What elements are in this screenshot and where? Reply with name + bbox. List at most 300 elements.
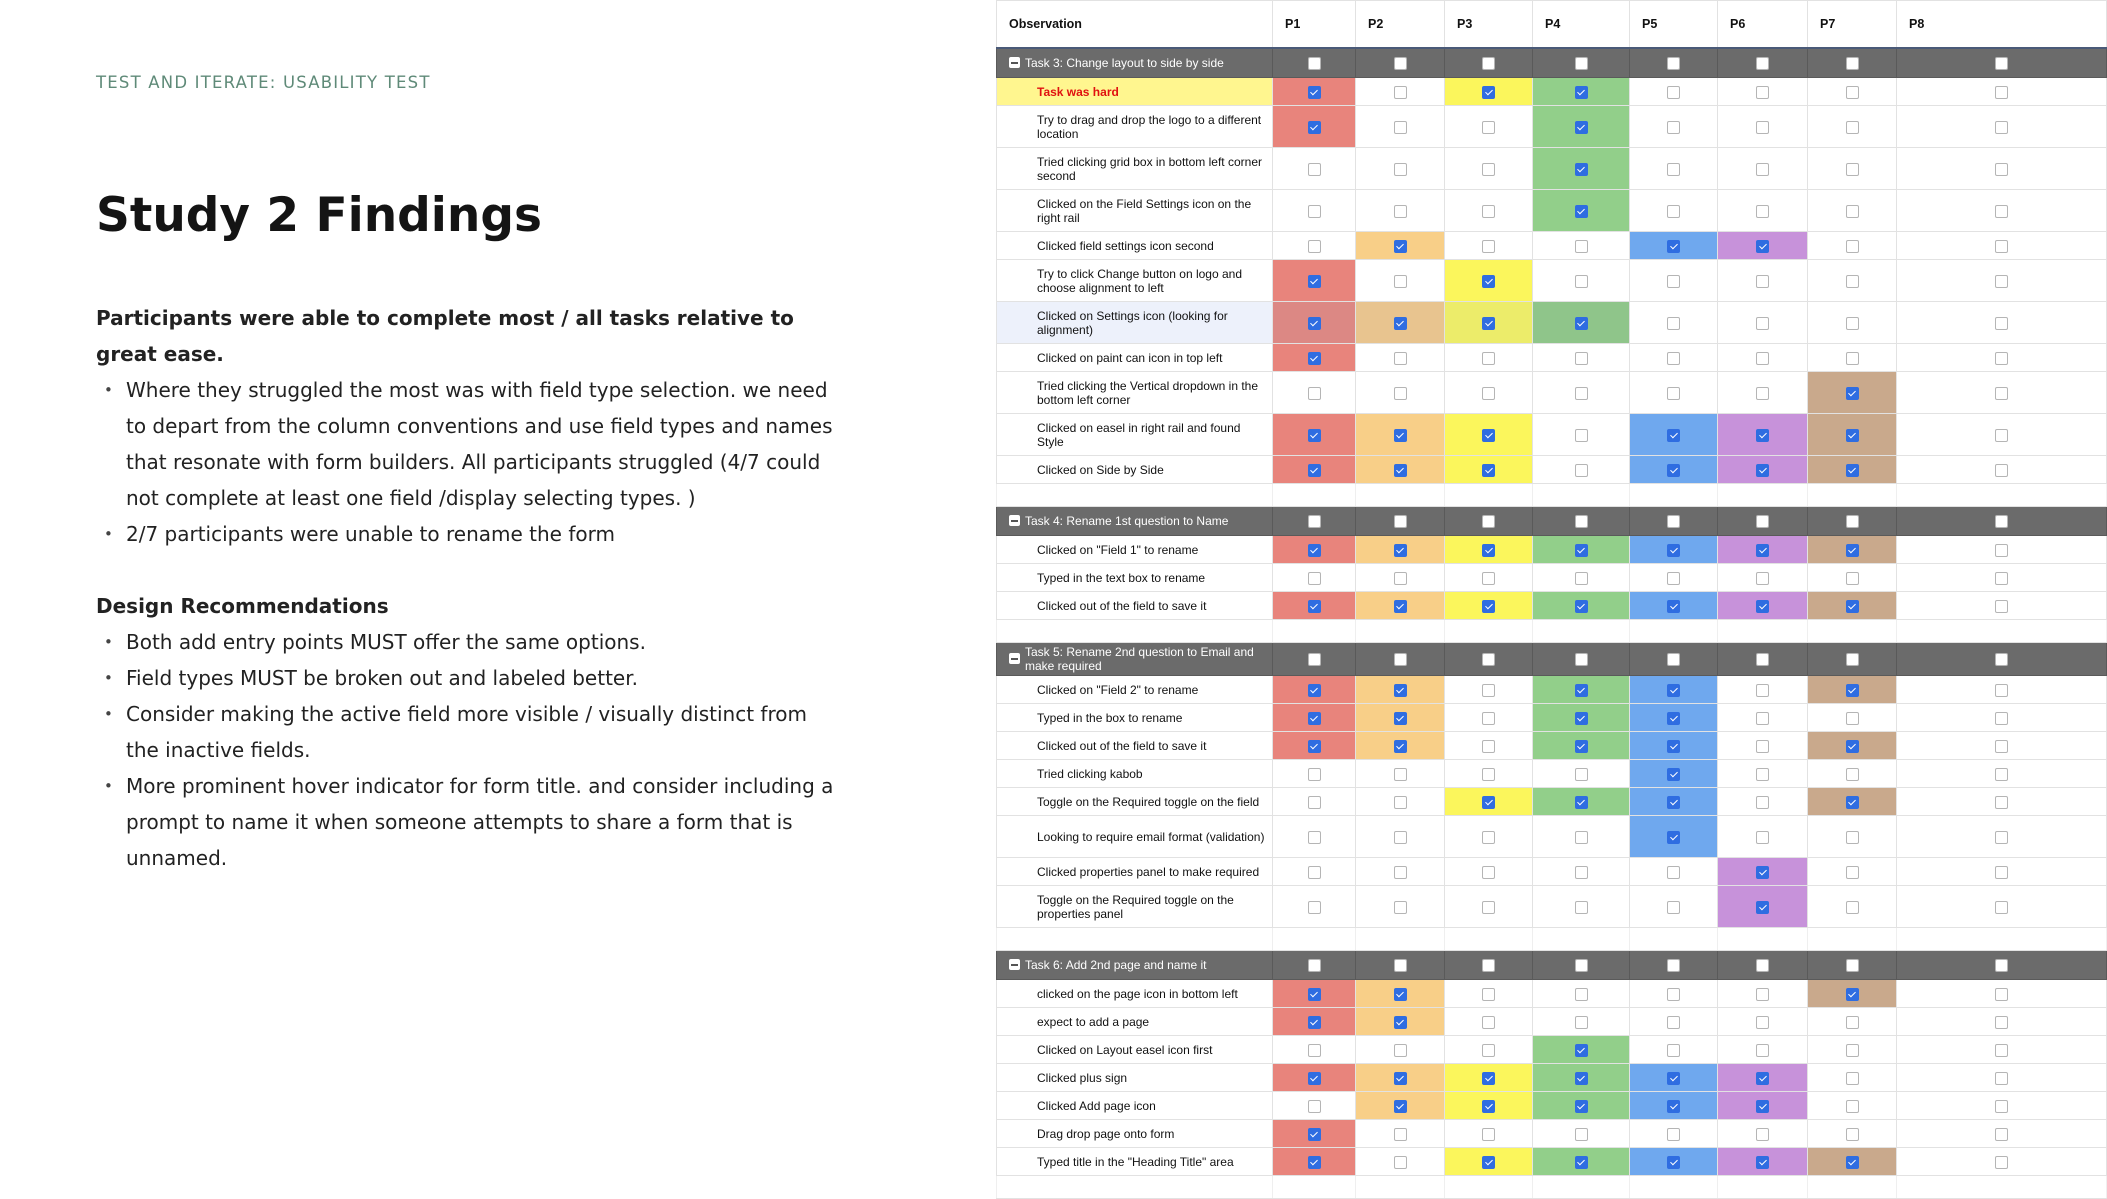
participant-cell-p7[interactable]	[1808, 1008, 1897, 1036]
participant-cell-p1[interactable]	[1273, 1148, 1356, 1176]
participant-cell-p2[interactable]	[1356, 78, 1445, 106]
participant-cell-p6[interactable]	[1718, 886, 1808, 928]
checkbox[interactable]	[1995, 1128, 2008, 1141]
checkbox-checked[interactable]	[1667, 796, 1680, 809]
participant-cell-p3[interactable]	[1445, 106, 1533, 148]
checkbox[interactable]	[1575, 572, 1588, 585]
checkbox[interactable]	[1482, 768, 1495, 781]
checkbox[interactable]	[1394, 515, 1407, 528]
checkbox[interactable]	[1667, 121, 1680, 134]
observation-text[interactable]: Typed in the box to rename	[997, 704, 1273, 732]
checkbox-checked[interactable]	[1308, 684, 1321, 697]
checkbox-checked[interactable]	[1575, 163, 1588, 176]
checkbox[interactable]	[1995, 429, 2008, 442]
participant-cell-p7[interactable]	[1808, 886, 1897, 928]
empty-cell[interactable]	[1273, 484, 1356, 507]
checkbox[interactable]	[1394, 866, 1407, 879]
checkbox-checked[interactable]	[1308, 464, 1321, 477]
task-participant-cell[interactable]	[1808, 643, 1897, 676]
participant-cell-p8[interactable]	[1897, 372, 2107, 414]
checkbox-checked[interactable]	[1575, 1100, 1588, 1113]
checkbox[interactable]	[1756, 572, 1769, 585]
checkbox-checked[interactable]	[1575, 740, 1588, 753]
task-participant-cell[interactable]	[1630, 507, 1718, 536]
task-participant-cell[interactable]	[1897, 48, 2107, 78]
observation-text[interactable]: Tried clicking kabob	[997, 760, 1273, 788]
participant-cell-p5[interactable]	[1630, 760, 1718, 788]
observation-row[interactable]	[997, 760, 2107, 788]
checkbox[interactable]	[1846, 572, 1859, 585]
participant-cell-p3[interactable]	[1445, 1148, 1533, 1176]
observation-text[interactable]: expect to add a page	[997, 1008, 1273, 1036]
checkbox-checked[interactable]	[1308, 317, 1321, 330]
checkbox-checked[interactable]	[1482, 275, 1495, 288]
checkbox-checked[interactable]	[1308, 352, 1321, 365]
checkbox-checked[interactable]	[1394, 684, 1407, 697]
participant-cell-p3[interactable]	[1445, 456, 1533, 484]
empty-cell[interactable]	[997, 1176, 1273, 1199]
observation-text[interactable]: Try to drag and drop the logo to a different location	[997, 106, 1273, 148]
empty-cell[interactable]	[1533, 620, 1630, 643]
checkbox-checked[interactable]	[1756, 866, 1769, 879]
checkbox[interactable]	[1575, 768, 1588, 781]
checkbox[interactable]	[1482, 712, 1495, 725]
checkbox[interactable]	[1667, 317, 1680, 330]
checkbox[interactable]	[1575, 653, 1588, 666]
checkbox-checked[interactable]	[1482, 544, 1495, 557]
task-participant-cell[interactable]	[1356, 507, 1445, 536]
empty-cell[interactable]	[1445, 620, 1533, 643]
empty-cell[interactable]	[1630, 928, 1718, 951]
checkbox-checked[interactable]	[1394, 988, 1407, 1001]
participant-cell-p1[interactable]	[1273, 302, 1356, 344]
participant-cell-p5[interactable]	[1630, 78, 1718, 106]
checkbox-checked[interactable]	[1575, 121, 1588, 134]
task-group-row[interactable]	[997, 951, 2107, 980]
participant-cell-p5[interactable]	[1630, 704, 1718, 732]
checkbox-checked[interactable]	[1756, 240, 1769, 253]
participant-cell-p6[interactable]	[1718, 564, 1808, 592]
checkbox-checked[interactable]	[1846, 740, 1859, 753]
participant-cell-p7[interactable]	[1808, 564, 1897, 592]
checkbox[interactable]	[1394, 205, 1407, 218]
observation-row[interactable]	[997, 536, 2107, 564]
participant-cell-p6[interactable]	[1718, 1092, 1808, 1120]
participant-cell-p8[interactable]	[1897, 980, 2107, 1008]
checkbox-checked[interactable]	[1667, 1100, 1680, 1113]
participant-cell-p3[interactable]	[1445, 1064, 1533, 1092]
observation-row[interactable]	[997, 106, 2107, 148]
participant-cell-p1[interactable]	[1273, 886, 1356, 928]
checkbox-checked[interactable]	[1846, 464, 1859, 477]
checkbox-checked[interactable]	[1308, 1128, 1321, 1141]
checkbox-checked[interactable]	[1394, 740, 1407, 753]
participant-cell-p4[interactable]	[1533, 564, 1630, 592]
empty-cell[interactable]	[1356, 484, 1445, 507]
checkbox[interactable]	[1394, 163, 1407, 176]
participant-cell-p3[interactable]	[1445, 980, 1533, 1008]
participant-cell-p1[interactable]	[1273, 1092, 1356, 1120]
checkbox[interactable]	[1846, 959, 1859, 972]
task-participant-cell[interactable]	[1718, 951, 1808, 980]
checkbox[interactable]	[1482, 653, 1495, 666]
participant-cell-p8[interactable]	[1897, 232, 2107, 260]
empty-cell[interactable]	[997, 928, 1273, 951]
task-participant-cell[interactable]	[1808, 48, 1897, 78]
participant-cell-p2[interactable]	[1356, 732, 1445, 760]
participant-cell-p6[interactable]	[1718, 106, 1808, 148]
checkbox[interactable]	[1482, 1016, 1495, 1029]
participant-cell-p7[interactable]	[1808, 232, 1897, 260]
checkbox[interactable]	[1482, 988, 1495, 1001]
participant-cell-p8[interactable]	[1897, 106, 2107, 148]
checkbox[interactable]	[1846, 275, 1859, 288]
participant-cell-p8[interactable]	[1897, 78, 2107, 106]
checkbox[interactable]	[1756, 387, 1769, 400]
checkbox[interactable]	[1482, 959, 1495, 972]
observation-text[interactable]: Clicked out of the field to save it	[997, 732, 1273, 760]
checkbox-checked[interactable]	[1667, 240, 1680, 253]
participant-cell-p2[interactable]	[1356, 704, 1445, 732]
participant-cell-p7[interactable]	[1808, 302, 1897, 344]
participant-cell-p5[interactable]	[1630, 564, 1718, 592]
task-participant-cell[interactable]	[1356, 951, 1445, 980]
participant-cell-p6[interactable]	[1718, 1064, 1808, 1092]
checkbox[interactable]	[1846, 515, 1859, 528]
observation-text[interactable]: Clicked on "Field 1" to rename	[997, 536, 1273, 564]
checkbox[interactable]	[1575, 240, 1588, 253]
checkbox[interactable]	[1308, 866, 1321, 879]
observation-text[interactable]: Clicked on easel in right rail and found Style	[997, 414, 1273, 456]
checkbox-checked[interactable]	[1482, 86, 1495, 99]
checkbox[interactable]	[1995, 387, 2008, 400]
participant-cell-p1[interactable]	[1273, 564, 1356, 592]
checkbox[interactable]	[1394, 57, 1407, 70]
checkbox[interactable]	[1575, 352, 1588, 365]
checkbox-checked[interactable]	[1394, 429, 1407, 442]
empty-cell[interactable]	[1630, 1176, 1718, 1199]
checkbox-checked[interactable]	[1308, 988, 1321, 1001]
participant-cell-p4[interactable]	[1533, 704, 1630, 732]
checkbox-checked[interactable]	[1756, 1156, 1769, 1169]
checkbox[interactable]	[1846, 86, 1859, 99]
checkbox[interactable]	[1846, 352, 1859, 365]
participant-cell-p1[interactable]	[1273, 704, 1356, 732]
checkbox[interactable]	[1846, 653, 1859, 666]
checkbox[interactable]	[1482, 352, 1495, 365]
participant-cell-p2[interactable]	[1356, 106, 1445, 148]
participant-cell-p6[interactable]	[1718, 1120, 1808, 1148]
participant-cell-p5[interactable]	[1630, 788, 1718, 816]
empty-cell[interactable]	[1897, 484, 2107, 507]
task-participant-cell[interactable]	[1897, 951, 2107, 980]
checkbox-checked[interactable]	[1308, 712, 1321, 725]
checkbox-checked[interactable]	[1308, 275, 1321, 288]
checkbox-checked[interactable]	[1846, 1156, 1859, 1169]
task-participant-cell[interactable]	[1356, 48, 1445, 78]
checkbox[interactable]	[1995, 796, 2008, 809]
task-participant-cell[interactable]	[1445, 951, 1533, 980]
participant-cell-p7[interactable]	[1808, 1036, 1897, 1064]
participant-cell-p1[interactable]	[1273, 1120, 1356, 1148]
checkbox[interactable]	[1846, 768, 1859, 781]
checkbox[interactable]	[1756, 1128, 1769, 1141]
checkbox[interactable]	[1575, 901, 1588, 914]
checkbox[interactable]	[1308, 768, 1321, 781]
participant-cell-p2[interactable]	[1356, 980, 1445, 1008]
checkbox[interactable]	[1846, 831, 1859, 844]
checkbox[interactable]	[1482, 121, 1495, 134]
participant-cell-p1[interactable]	[1273, 456, 1356, 484]
checkbox-checked[interactable]	[1482, 429, 1495, 442]
participant-cell-p4[interactable]	[1533, 302, 1630, 344]
participant-cell-p4[interactable]	[1533, 344, 1630, 372]
participant-cell-p4[interactable]	[1533, 414, 1630, 456]
checkbox[interactable]	[1308, 653, 1321, 666]
task-title-cell[interactable]	[997, 48, 1273, 78]
participant-cell-p3[interactable]	[1445, 414, 1533, 456]
checkbox[interactable]	[1846, 1128, 1859, 1141]
checkbox[interactable]	[1482, 163, 1495, 176]
participant-cell-p5[interactable]	[1630, 1092, 1718, 1120]
participant-cell-p3[interactable]	[1445, 788, 1533, 816]
participant-cell-p7[interactable]	[1808, 676, 1897, 704]
participant-cell-p7[interactable]	[1808, 592, 1897, 620]
observation-text[interactable]: Toggle on the Required toggle on the field	[997, 788, 1273, 816]
observation-row[interactable]	[997, 1148, 2107, 1176]
participant-cell-p2[interactable]	[1356, 564, 1445, 592]
participant-cell-p7[interactable]	[1808, 732, 1897, 760]
participant-cell-p7[interactable]	[1808, 344, 1897, 372]
participant-cell-p6[interactable]	[1718, 414, 1808, 456]
participant-cell-p4[interactable]	[1533, 232, 1630, 260]
checkbox-checked[interactable]	[1308, 740, 1321, 753]
checkbox-checked[interactable]	[1575, 1156, 1588, 1169]
participant-cell-p1[interactable]	[1273, 190, 1356, 232]
checkbox[interactable]	[1995, 740, 2008, 753]
observation-row[interactable]	[997, 1064, 2107, 1092]
checkbox-checked[interactable]	[1575, 600, 1588, 613]
checkbox[interactable]	[1995, 1072, 2008, 1085]
participant-cell-p4[interactable]	[1533, 592, 1630, 620]
observation-row[interactable]	[997, 232, 2107, 260]
participant-cell-p4[interactable]	[1533, 78, 1630, 106]
checkbox[interactable]	[1667, 959, 1680, 972]
checkbox[interactable]	[1995, 768, 2008, 781]
participant-cell-p4[interactable]	[1533, 260, 1630, 302]
participant-cell-p2[interactable]	[1356, 536, 1445, 564]
checkbox-checked[interactable]	[1667, 464, 1680, 477]
task-participant-cell[interactable]	[1630, 48, 1718, 78]
checkbox[interactable]	[1394, 352, 1407, 365]
checkbox[interactable]	[1575, 57, 1588, 70]
checkbox[interactable]	[1308, 796, 1321, 809]
checkbox[interactable]	[1995, 572, 2008, 585]
checkbox[interactable]	[1846, 1072, 1859, 1085]
checkbox-checked[interactable]	[1756, 600, 1769, 613]
participant-cell-p5[interactable]	[1630, 732, 1718, 760]
participant-cell-p8[interactable]	[1897, 148, 2107, 190]
participant-cell-p1[interactable]	[1273, 414, 1356, 456]
checkbox[interactable]	[1308, 901, 1321, 914]
task-participant-cell[interactable]	[1273, 643, 1356, 676]
checkbox[interactable]	[1756, 86, 1769, 99]
checkbox[interactable]	[1575, 988, 1588, 1001]
checkbox[interactable]	[1575, 866, 1588, 879]
participant-cell-p1[interactable]	[1273, 148, 1356, 190]
participant-cell-p8[interactable]	[1897, 1008, 2107, 1036]
task-participant-cell[interactable]	[1808, 951, 1897, 980]
observation-text[interactable]: Drag drop page onto form	[997, 1120, 1273, 1148]
empty-cell[interactable]	[1630, 484, 1718, 507]
participant-cell-p6[interactable]	[1718, 232, 1808, 260]
task-participant-cell[interactable]	[1630, 951, 1718, 980]
checkbox[interactable]	[1394, 121, 1407, 134]
task-title-cell[interactable]	[997, 643, 1273, 676]
empty-cell[interactable]	[1718, 928, 1808, 951]
participant-cell-p3[interactable]	[1445, 78, 1533, 106]
checkbox-checked[interactable]	[1667, 768, 1680, 781]
participant-cell-p4[interactable]	[1533, 858, 1630, 886]
task-participant-cell[interactable]	[1897, 507, 2107, 536]
checkbox[interactable]	[1667, 572, 1680, 585]
checkbox[interactable]	[1846, 712, 1859, 725]
checkbox[interactable]	[1482, 866, 1495, 879]
observation-text[interactable]: Tried clicking grid box in bottom left corner second	[997, 148, 1273, 190]
participant-cell-p3[interactable]	[1445, 564, 1533, 592]
checkbox-checked[interactable]	[1308, 429, 1321, 442]
checkbox[interactable]	[1667, 86, 1680, 99]
empty-cell[interactable]	[1356, 620, 1445, 643]
checkbox[interactable]	[1756, 275, 1769, 288]
checkbox[interactable]	[1394, 275, 1407, 288]
observation-row[interactable]	[997, 372, 2107, 414]
checkbox[interactable]	[1995, 317, 2008, 330]
participant-cell-p8[interactable]	[1897, 190, 2107, 232]
participant-cell-p3[interactable]	[1445, 190, 1533, 232]
task-participant-cell[interactable]	[1533, 48, 1630, 78]
empty-cell[interactable]	[1273, 1176, 1356, 1199]
participant-cell-p4[interactable]	[1533, 732, 1630, 760]
checkbox[interactable]	[1667, 57, 1680, 70]
checkbox[interactable]	[1394, 572, 1407, 585]
checkbox[interactable]	[1482, 740, 1495, 753]
checkbox-checked[interactable]	[1667, 740, 1680, 753]
participant-cell-p5[interactable]	[1630, 414, 1718, 456]
participant-cell-p3[interactable]	[1445, 886, 1533, 928]
observation-row[interactable]	[997, 592, 2107, 620]
participant-cell-p4[interactable]	[1533, 106, 1630, 148]
participant-cell-p4[interactable]	[1533, 456, 1630, 484]
observation-sheet[interactable]	[996, 0, 1925, 1169]
checkbox-checked[interactable]	[1482, 600, 1495, 613]
checkbox-checked[interactable]	[1394, 1100, 1407, 1113]
participant-cell-p5[interactable]	[1630, 1064, 1718, 1092]
participant-cell-p3[interactable]	[1445, 1120, 1533, 1148]
participant-cell-p3[interactable]	[1445, 732, 1533, 760]
checkbox[interactable]	[1308, 240, 1321, 253]
checkbox[interactable]	[1667, 1044, 1680, 1057]
checkbox[interactable]	[1995, 352, 2008, 365]
checkbox[interactable]	[1667, 866, 1680, 879]
checkbox[interactable]	[1575, 1016, 1588, 1029]
participant-cell-p8[interactable]	[1897, 732, 2107, 760]
checkbox-checked[interactable]	[1846, 600, 1859, 613]
participant-cell-p2[interactable]	[1356, 1036, 1445, 1064]
checkbox[interactable]	[1995, 684, 2008, 697]
checkbox[interactable]	[1846, 866, 1859, 879]
participant-cell-p5[interactable]	[1630, 676, 1718, 704]
observation-row[interactable]	[997, 676, 2107, 704]
participant-cell-p4[interactable]	[1533, 816, 1630, 858]
participant-cell-p1[interactable]	[1273, 760, 1356, 788]
participant-cell-p2[interactable]	[1356, 1120, 1445, 1148]
collapse-minus-icon[interactable]	[1009, 959, 1020, 970]
participant-cell-p2[interactable]	[1356, 886, 1445, 928]
participant-cell-p2[interactable]	[1356, 148, 1445, 190]
participant-cell-p8[interactable]	[1897, 816, 2107, 858]
checkbox[interactable]	[1667, 515, 1680, 528]
checkbox-checked[interactable]	[1394, 464, 1407, 477]
checkbox[interactable]	[1756, 57, 1769, 70]
checkbox[interactable]	[1482, 901, 1495, 914]
checkbox[interactable]	[1756, 205, 1769, 218]
checkbox[interactable]	[1482, 831, 1495, 844]
checkbox-checked[interactable]	[1667, 1156, 1680, 1169]
participant-cell-p3[interactable]	[1445, 592, 1533, 620]
observation-text[interactable]: Toggle on the Required toggle on the properties panel	[997, 886, 1273, 928]
participant-cell-p4[interactable]	[1533, 886, 1630, 928]
participant-cell-p6[interactable]	[1718, 704, 1808, 732]
checkbox[interactable]	[1308, 831, 1321, 844]
participant-cell-p5[interactable]	[1630, 232, 1718, 260]
checkbox[interactable]	[1995, 1016, 2008, 1029]
checkbox[interactable]	[1394, 387, 1407, 400]
participant-cell-p7[interactable]	[1808, 190, 1897, 232]
observation-row[interactable]	[997, 732, 2107, 760]
checkbox-checked[interactable]	[1575, 796, 1588, 809]
observation-row[interactable]	[997, 1036, 2107, 1064]
empty-cell[interactable]	[1356, 1176, 1445, 1199]
checkbox[interactable]	[1846, 1016, 1859, 1029]
participant-cell-p8[interactable]	[1897, 536, 2107, 564]
participant-cell-p3[interactable]	[1445, 1008, 1533, 1036]
checkbox-checked[interactable]	[1756, 1072, 1769, 1085]
checkbox[interactable]	[1995, 988, 2008, 1001]
participant-cell-p3[interactable]	[1445, 816, 1533, 858]
observation-row[interactable]	[997, 414, 2107, 456]
participant-cell-p8[interactable]	[1897, 1064, 2107, 1092]
checkbox[interactable]	[1667, 275, 1680, 288]
participant-cell-p4[interactable]	[1533, 760, 1630, 788]
checkbox[interactable]	[1667, 653, 1680, 666]
participant-cell-p7[interactable]	[1808, 372, 1897, 414]
observation-text[interactable]: Typed in the text box to rename	[997, 564, 1273, 592]
participant-cell-p5[interactable]	[1630, 980, 1718, 1008]
checkbox[interactable]	[1756, 684, 1769, 697]
observation-row[interactable]	[997, 886, 2107, 928]
participant-cell-p6[interactable]	[1718, 788, 1808, 816]
participant-cell-p2[interactable]	[1356, 1148, 1445, 1176]
participant-cell-p2[interactable]	[1356, 344, 1445, 372]
checkbox[interactable]	[1995, 901, 2008, 914]
observation-text[interactable]: Tried clicking the Vertical dropdown in the bottom left corner	[997, 372, 1273, 414]
task-participant-cell[interactable]	[1808, 507, 1897, 536]
checkbox[interactable]	[1667, 1128, 1680, 1141]
checkbox[interactable]	[1995, 1044, 2008, 1057]
observation-row[interactable]	[997, 190, 2107, 232]
observation-text[interactable]: Task was hard	[997, 78, 1273, 106]
